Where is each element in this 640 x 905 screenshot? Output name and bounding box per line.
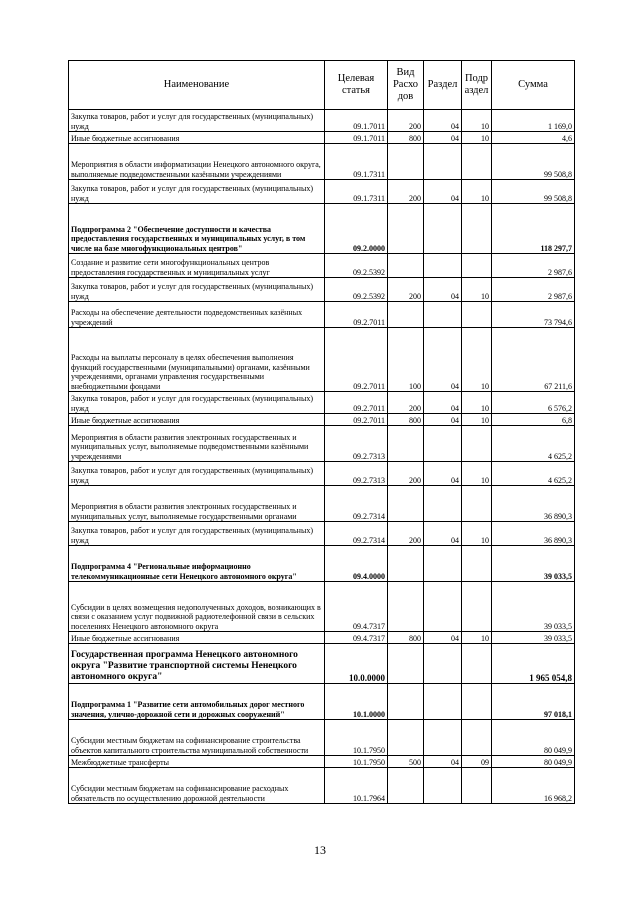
row-target-code: 09.4.0000 <box>325 546 388 582</box>
row-sum: 99 508,8 <box>492 180 575 204</box>
header-sum: Сумма <box>492 61 575 110</box>
row-expense-type <box>388 204 424 254</box>
row-subsection: 10 <box>462 278 492 302</box>
row-subsection <box>462 644 492 684</box>
row-name: Закупка товаров, работ и услуг для государственных (муниципальных) нужд <box>69 392 325 414</box>
table-row <box>69 632 575 644</box>
row-target-code: 09.1.7311 <box>325 144 388 180</box>
row-section: 04 <box>424 522 462 546</box>
table-row <box>69 132 575 144</box>
row-expense-type <box>388 144 424 180</box>
row-sum: 36 890,3 <box>492 486 575 522</box>
row-target-code: 09.2.7313 <box>325 462 388 486</box>
row-subsection <box>462 720 492 756</box>
row-target-code: 09.2.7313 <box>325 426 388 462</box>
table-row <box>69 302 575 328</box>
header-section: Раздел <box>424 61 462 110</box>
row-target-code: 09.2.5392 <box>325 278 388 302</box>
row-section: 04 <box>424 132 462 144</box>
row-name: Расходы на обеспечение деятельности подведомственных казённых учреждений <box>69 302 325 328</box>
row-sum: 1 965 054,8 <box>492 644 575 684</box>
row-section <box>424 486 462 522</box>
table-row <box>69 426 575 462</box>
row-target-code: 09.2.0000 <box>325 204 388 254</box>
row-name: Подпрограмма 2 "Обеспечение доступности и качества предоставления государственных и муниципальных услуг, в том числе на базе многофункциональных центров" <box>69 204 325 254</box>
row-section <box>424 546 462 582</box>
row-name: Мероприятия в области развития электронных государственных и муниципальных услуг, выполняемые государственными органами <box>69 486 325 522</box>
row-subsection <box>462 546 492 582</box>
row-subsection: 10 <box>462 522 492 546</box>
row-sum: 36 890,3 <box>492 522 575 546</box>
row-subsection: 09 <box>462 756 492 768</box>
row-section: 04 <box>424 328 462 392</box>
row-sum: 39 033,5 <box>492 582 575 632</box>
row-name: Иные бюджетные ассигнования <box>69 632 325 644</box>
table-row <box>69 522 575 546</box>
table-row <box>69 204 575 254</box>
row-target-code: 09.2.7011 <box>325 414 388 426</box>
row-expense-type <box>388 684 424 720</box>
row-sum: 67 211,6 <box>492 328 575 392</box>
row-name: Расходы на выплаты персоналу в целях обеспечения выполнения функций государственными (муниципальными) органами, казёнными учреждениями, органами управления государственными внебюджетными фондами <box>69 328 325 392</box>
row-expense-type: 200 <box>388 522 424 546</box>
row-target-code: 09.2.7011 <box>325 302 388 328</box>
row-name: Государственная программа Ненецкого автономного округа "Развитие транспортной системы Ненецкого автономного округа" <box>69 644 325 684</box>
row-subsection <box>462 582 492 632</box>
row-target-code: 09.2.5392 <box>325 254 388 278</box>
row-section <box>424 644 462 684</box>
row-subsection <box>462 486 492 522</box>
row-sum: 4 625,2 <box>492 462 575 486</box>
row-sum: 73 794,6 <box>492 302 575 328</box>
row-target-code: 10.1.0000 <box>325 684 388 720</box>
row-section <box>424 720 462 756</box>
row-sum: 4,6 <box>492 132 575 144</box>
table-row <box>69 392 575 414</box>
row-target-code: 09.4.7317 <box>325 632 388 644</box>
table-row <box>69 582 575 632</box>
row-target-code: 09.2.7314 <box>325 522 388 546</box>
row-name: Закупка товаров, работ и услуг для государственных (муниципальных) нужд <box>69 110 325 132</box>
row-subsection: 10 <box>462 414 492 426</box>
row-subsection: 10 <box>462 180 492 204</box>
row-subsection <box>462 204 492 254</box>
table-row <box>69 180 575 204</box>
row-subsection <box>462 426 492 462</box>
row-name: Субсидии местным бюджетам на софинансирование строительства объектов капитального строительства муниципальной собственности <box>69 720 325 756</box>
row-sum: 80 049,9 <box>492 720 575 756</box>
row-sum: 16 968,2 <box>492 768 575 804</box>
table-row <box>69 144 575 180</box>
row-name: Закупка товаров, работ и услуг для государственных (муниципальных) нужд <box>69 522 325 546</box>
row-section: 04 <box>424 180 462 204</box>
table-row <box>69 110 575 132</box>
row-target-code: 09.1.7011 <box>325 132 388 144</box>
row-name: Мероприятия в области развития электронных государственных и муниципальных услуг, выполняемые подведомственными казёнными учреждениями <box>69 426 325 462</box>
row-sum: 2 987,6 <box>492 278 575 302</box>
row-expense-type <box>388 426 424 462</box>
row-subsection <box>462 254 492 278</box>
budget-table <box>68 60 575 804</box>
row-name: Субсидии местным бюджетам на софинансирование расходных обязательств по осуществлению дорожной деятельности <box>69 768 325 804</box>
row-sum: 2 987,6 <box>492 254 575 278</box>
row-sum: 39 033,5 <box>492 632 575 644</box>
row-expense-type: 800 <box>388 414 424 426</box>
table-row <box>69 720 575 756</box>
row-target-code: 10.1.7950 <box>325 720 388 756</box>
header-target: Целевая статья <box>325 61 388 110</box>
row-expense-type: 200 <box>388 392 424 414</box>
row-name: Подпрограмма 4 "Региональные информационно телекоммуникационные сети Ненецкого автономного округа" <box>69 546 325 582</box>
row-name: Закупка товаров, работ и услуг для государственных (муниципальных) нужд <box>69 180 325 204</box>
row-name: Иные бюджетные ассигнования <box>69 414 325 426</box>
row-target-code: 09.1.7011 <box>325 110 388 132</box>
row-subsection: 10 <box>462 392 492 414</box>
table-row <box>69 768 575 804</box>
row-name: Подпрограмма 1 "Развитие сети автомобильных дорог местного значения, улично-дорожной сети и дорожных сооружений" <box>69 684 325 720</box>
row-target-code: 09.2.7011 <box>325 328 388 392</box>
row-sum: 39 033,5 <box>492 546 575 582</box>
row-expense-type: 200 <box>388 462 424 486</box>
table-row <box>69 462 575 486</box>
table-row <box>69 254 575 278</box>
row-sum: 118 297,7 <box>492 204 575 254</box>
table-row <box>69 684 575 720</box>
row-subsection: 10 <box>462 632 492 644</box>
row-section: 04 <box>424 462 462 486</box>
row-target-code: 09.2.7314 <box>325 486 388 522</box>
row-expense-type <box>388 644 424 684</box>
row-subsection <box>462 144 492 180</box>
row-section <box>424 204 462 254</box>
table-row <box>69 328 575 392</box>
row-expense-type: 100 <box>388 328 424 392</box>
row-name: Создание и развитие сети многофункциональных центров предоставления государственных и муниципальных услуг <box>69 254 325 278</box>
row-subsection: 10 <box>462 110 492 132</box>
row-target-code: 10.1.7964 <box>325 768 388 804</box>
row-section <box>424 582 462 632</box>
row-sum: 1 169,0 <box>492 110 575 132</box>
row-section <box>424 254 462 278</box>
row-expense-type: 200 <box>388 110 424 132</box>
table-row <box>69 414 575 426</box>
table-body <box>69 110 575 804</box>
table-row <box>69 486 575 522</box>
row-subsection <box>462 684 492 720</box>
row-section: 04 <box>424 278 462 302</box>
row-section <box>424 144 462 180</box>
row-section <box>424 302 462 328</box>
row-expense-type <box>388 302 424 328</box>
row-expense-type: 200 <box>388 278 424 302</box>
row-expense-type <box>388 768 424 804</box>
row-expense-type <box>388 582 424 632</box>
row-name: Иные бюджетные ассигнования <box>69 132 325 144</box>
table-row <box>69 756 575 768</box>
row-target-code: 09.1.7311 <box>325 180 388 204</box>
table-header-row <box>69 61 575 110</box>
row-target-code: 10.0.0000 <box>325 644 388 684</box>
row-subsection: 10 <box>462 328 492 392</box>
row-expense-type: 500 <box>388 756 424 768</box>
row-section <box>424 768 462 804</box>
row-sum: 6,8 <box>492 414 575 426</box>
row-target-code: 10.1.7950 <box>325 756 388 768</box>
header-subsection: Подр аздел <box>462 61 492 110</box>
row-section <box>424 684 462 720</box>
row-sum: 99 508,8 <box>492 144 575 180</box>
row-section: 04 <box>424 392 462 414</box>
row-name: Субсидии в целях возмещения недополученных доходов, возникающих в связи с оказанием услуг подвижной радиотелефонной связи в сельских поселениях Ненецкого автономного округа <box>69 582 325 632</box>
row-name: Мероприятия в области информатизации Ненецкого автономного округа, выполняемые подведомственными казёнными учреждениями <box>69 144 325 180</box>
row-sum: 80 049,9 <box>492 756 575 768</box>
row-expense-type <box>388 720 424 756</box>
header-expense-type: Вид Расхо дов <box>388 61 424 110</box>
row-name: Межбюджетные трансферты <box>69 756 325 768</box>
row-sum: 97 018,1 <box>492 684 575 720</box>
row-section: 04 <box>424 110 462 132</box>
row-expense-type <box>388 546 424 582</box>
row-subsection <box>462 768 492 804</box>
row-section: 04 <box>424 756 462 768</box>
row-expense-type: 800 <box>388 132 424 144</box>
table-row <box>69 644 575 684</box>
row-name: Закупка товаров, работ и услуг для государственных (муниципальных) нужд <box>69 462 325 486</box>
row-name: Закупка товаров, работ и услуг для государственных (муниципальных) нужд <box>69 278 325 302</box>
row-subsection: 10 <box>462 132 492 144</box>
table-row <box>69 546 575 582</box>
row-section <box>424 426 462 462</box>
row-expense-type: 800 <box>388 632 424 644</box>
table-row <box>69 278 575 302</box>
row-sum: 6 576,2 <box>492 392 575 414</box>
row-expense-type <box>388 254 424 278</box>
row-expense-type: 200 <box>388 180 424 204</box>
row-subsection <box>462 302 492 328</box>
row-section: 04 <box>424 632 462 644</box>
page-number: 13 <box>314 843 326 857</box>
row-sum: 4 625,2 <box>492 426 575 462</box>
row-expense-type <box>388 486 424 522</box>
row-section: 04 <box>424 414 462 426</box>
row-subsection: 10 <box>462 462 492 486</box>
row-target-code: 09.4.7317 <box>325 582 388 632</box>
header-name: Наименование <box>69 61 325 110</box>
row-target-code: 09.2.7011 <box>325 392 388 414</box>
